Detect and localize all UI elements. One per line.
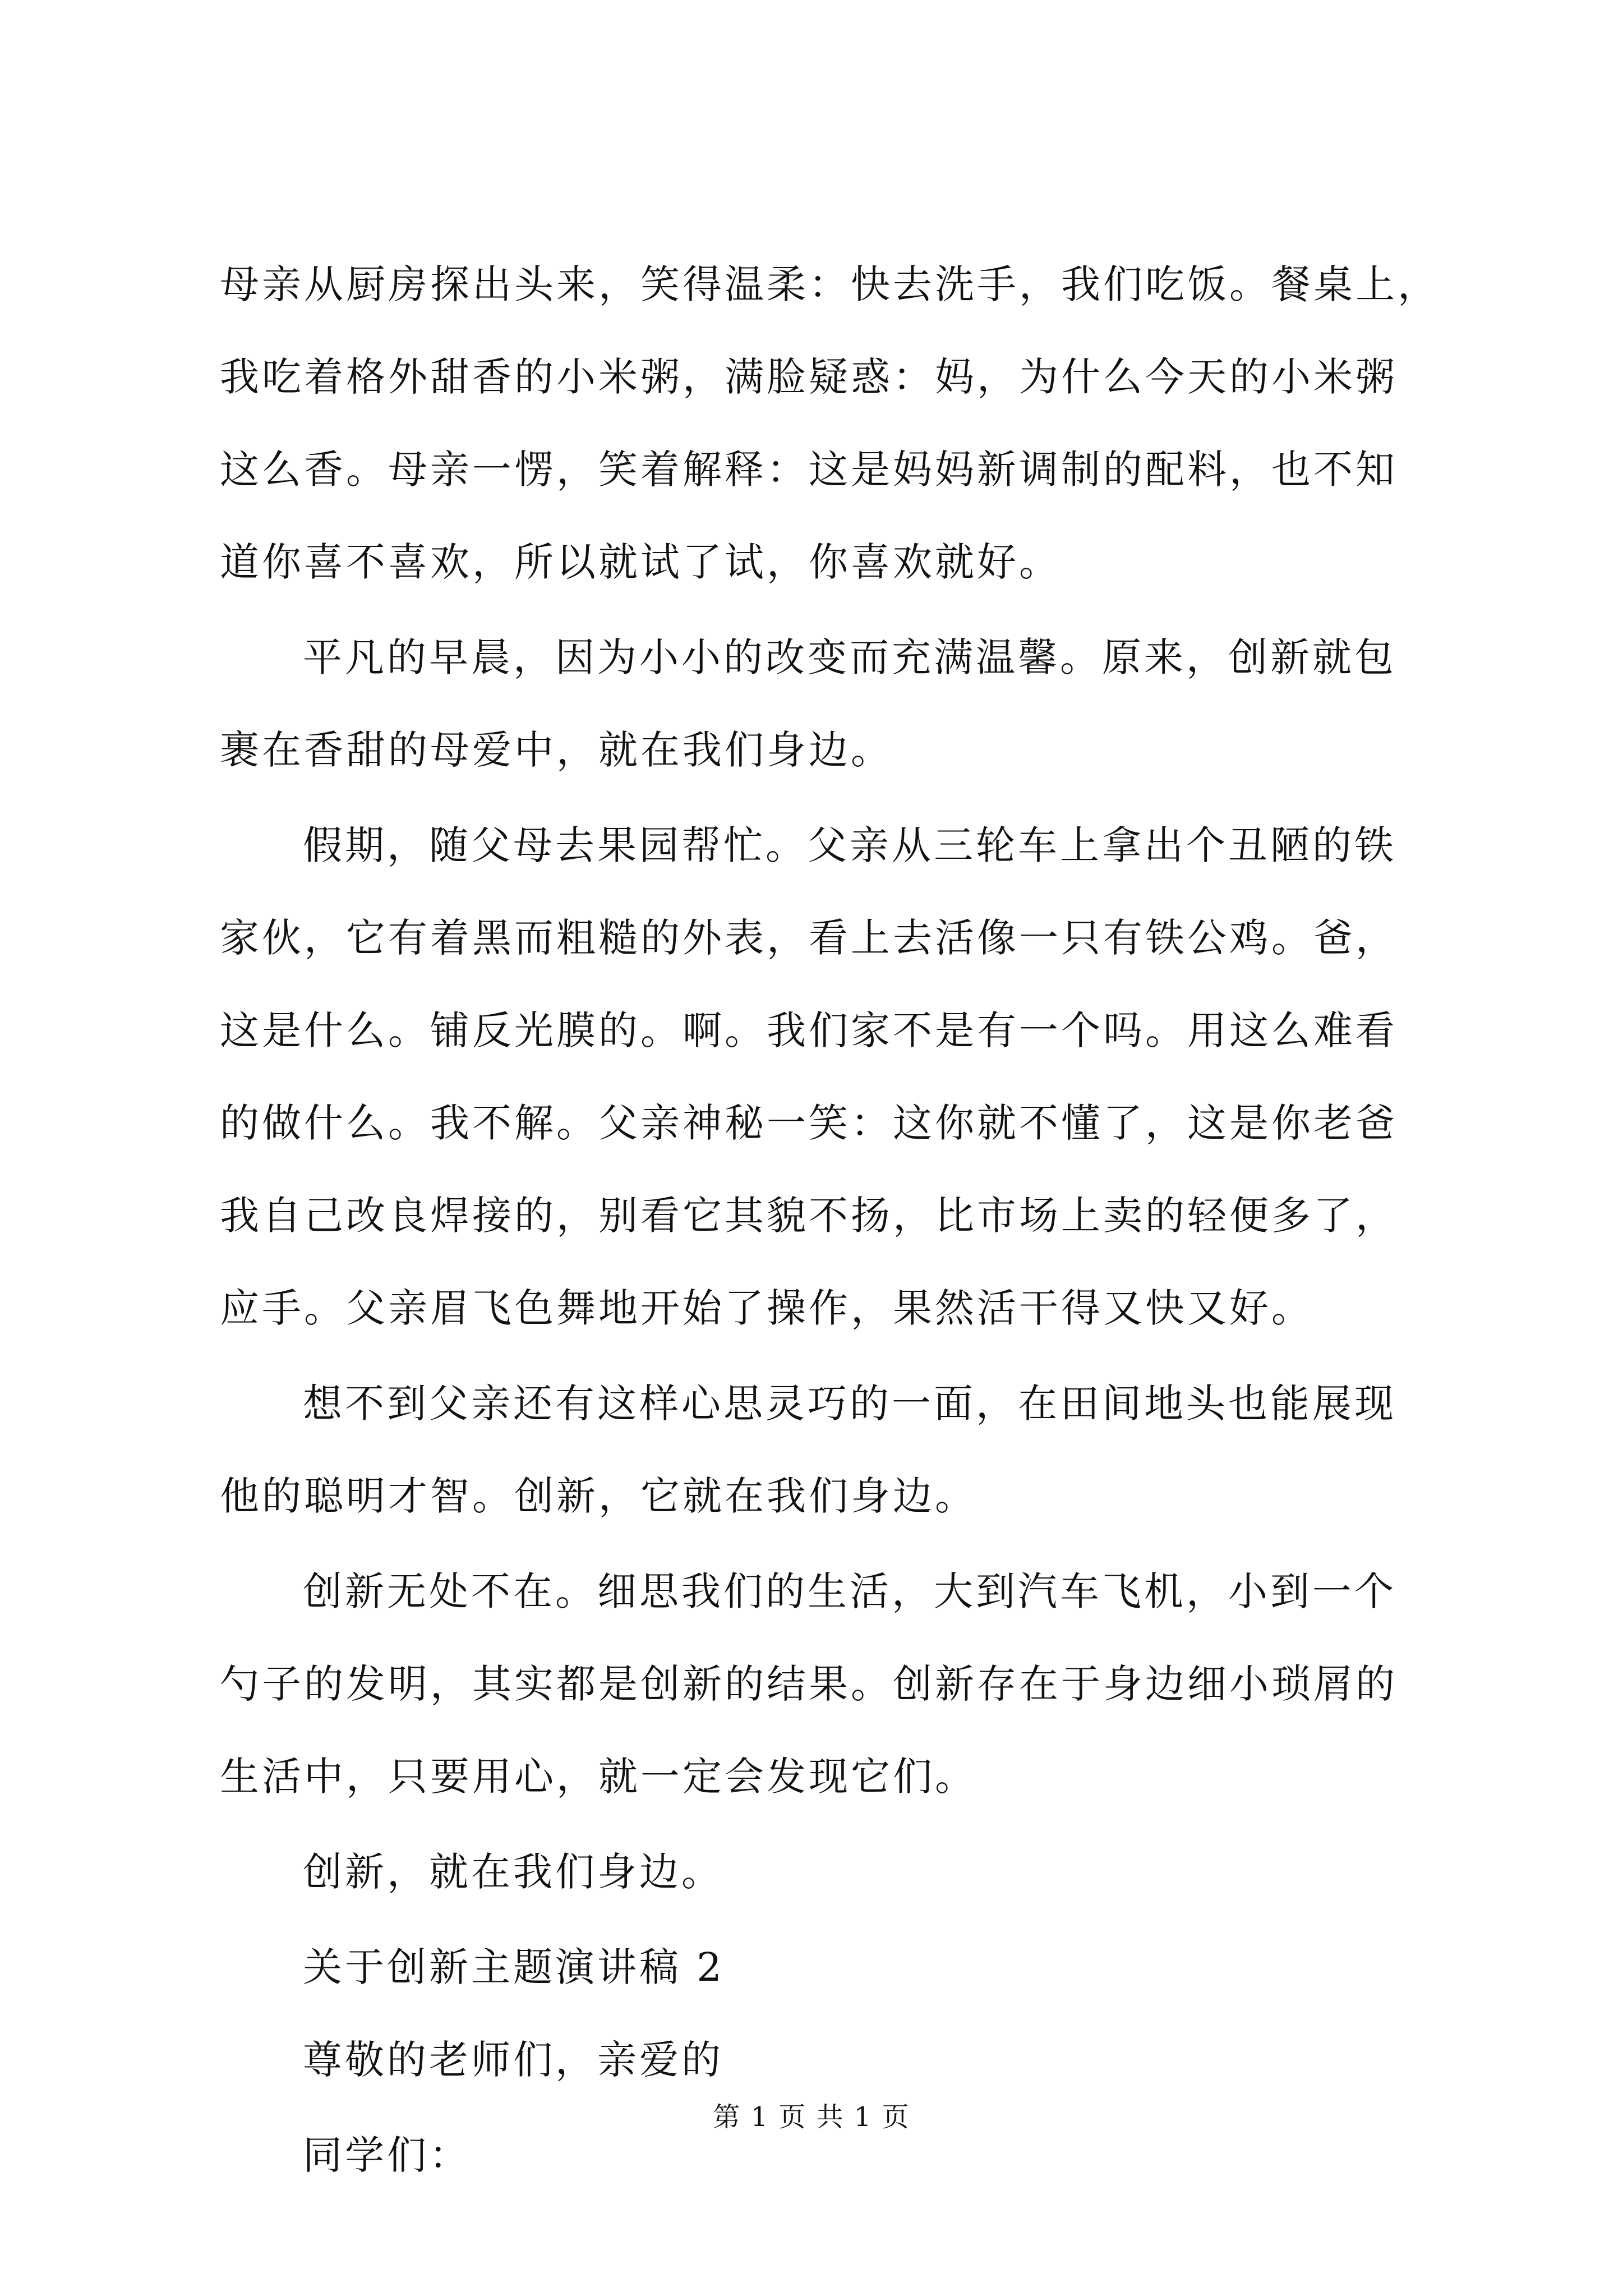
salutation-line: 尊敬的老师们，亲爱的 <box>303 2037 723 2083</box>
paragraph-first-line: 假期，随父母去果园帮忙。父亲从三轮车上拿出个丑陋的铁 <box>303 822 1396 868</box>
text-line: 裹在香甜的母爱中，就在我们身边。 <box>220 727 893 773</box>
text-line: 家伙，它有着黑而粗糙的外表，看上去活像一只有铁公鸡。爸， <box>220 915 1398 961</box>
page-footer <box>0 2100 1623 2134</box>
text-line: 我吃着格外甜香的小米粥，满脸疑惑：妈，为什么今天的小米粥 <box>220 354 1398 400</box>
text-line: 母亲从厨房探出头来，笑得温柔：快去洗手，我们吃饭。餐桌上， <box>220 261 1440 307</box>
paragraph-first-line: 想不到父亲还有这样心思灵巧的一面，在田间地头也能展现 <box>303 1381 1396 1427</box>
text-line: 勺子的发明，其实都是创新的结果。创新存在于身边细小琐屑的 <box>220 1661 1398 1707</box>
text-line: 的做什么。我不解。父亲神秘一笑：这你就不懂了，这是你老爸 <box>220 1100 1398 1146</box>
text-line: 我自己改良焊接的，别看它其貌不扬，比市场上卖的轻便多了， <box>220 1193 1398 1239</box>
paragraph-first-line: 创新无处不在。细思我们的生活，大到汽车飞机，小到一个 <box>303 1568 1396 1614</box>
text-line: 他的聪明才智。创新，它就在我们身边。 <box>220 1473 977 1519</box>
paragraph-first-line: 创新，就在我们身边。 <box>303 1849 723 1895</box>
text-line: 生活中，只要用心，就一定会发现它们。 <box>220 1754 977 1800</box>
paragraph-first-line: 平凡的早晨，因为小小的改变而充满温馨。原来，创新就包 <box>303 634 1396 680</box>
section-heading: 关于创新主题演讲稿 2 <box>303 1944 725 1990</box>
text-line: 应手。父亲眉飞色舞地开始了操作，果然活干得又快又好。 <box>220 1285 1313 1331</box>
text-line: 这么香。母亲一愣，笑着解释：这是妈妈新调制的配料，也不知 <box>220 447 1398 493</box>
salutation-line: 同学们： <box>303 2132 471 2178</box>
text-line: 这是什么。铺反光膜的。啊。我们家不是有一个吗。用这么难看 <box>220 1007 1398 1053</box>
text-line: 道你喜不喜欢，所以就试了试，你喜欢就好。 <box>220 539 1061 585</box>
page-number-label: 第 1 页 共 1 页 <box>713 2101 910 2133</box>
